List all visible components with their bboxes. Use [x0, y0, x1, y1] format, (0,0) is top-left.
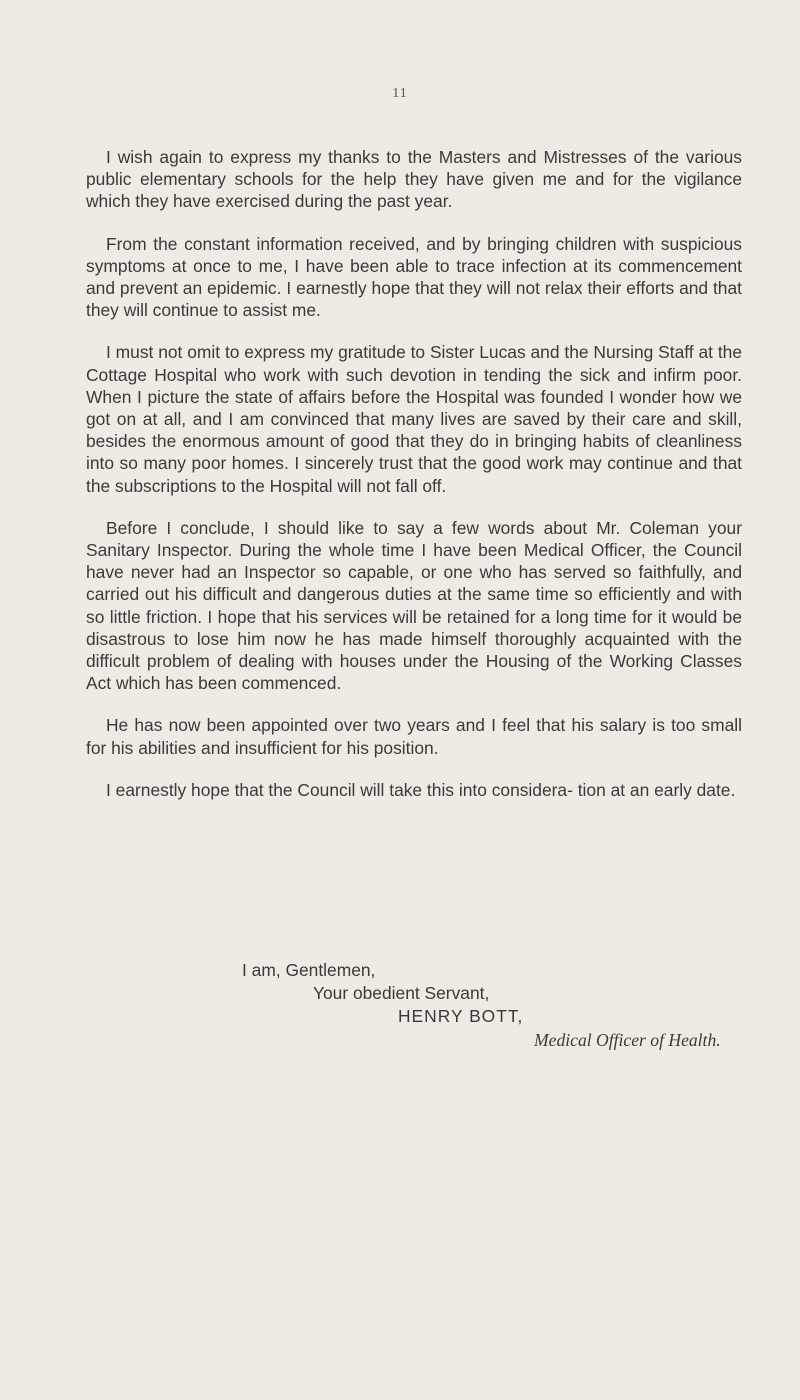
- paragraph-council-request: I earnestly hope that the Council will take this into considera- tion at an early date.: [106, 779, 736, 800]
- page-number: 11: [392, 86, 408, 101]
- paragraph-thanks-schools: I wish again to express my thanks to the Masters and Mistresses of the various public elementary schools for the help they have given me and for the vigilance which they have exercised during the past year.: [86, 147, 742, 212]
- paragraph-sanitary-inspector: Before I conclude, I should like to say a few words about Mr. Coleman your Sanitary Inspector. During the whole time I have been Medical Officer, the Council have never had an Inspector so capable, or one who has served so faithfully, and carried out his difficult and dangerous duties at the same time so efficiently and with so little friction. I hope that his services will be retained for a long time for it would be disastrous to lose him now he has made himself thoroughly acquainted with the difficult problem of dealing with houses under the Housing of the Working Classes Act which has been commenced.: [86, 517, 742, 694]
- signature-title: Medical Officer of Health.: [534, 1030, 721, 1050]
- closing-valediction: Your obedient Servant,: [313, 983, 490, 1003]
- letter-body: [86, 146, 742, 821]
- paragraph-salary: He has now been appointed over two years and I feel that his salary is too small for his abilities and insufficient for his position.: [86, 715, 742, 758]
- paragraph-cottage-hospital: I must not omit to express my gratitude to Sister Lucas and the Nursing Staff at the Cottage Hospital who work with such devotion in tending the sick and infirm poor. When I picture the state of affairs before the Hospital was founded I wonder how we got on at all, and I am convinced that many lives are saved by their care and skill, besides the enormous amount of good that they do in bringing habits of cleanliness into so many poor homes. I sincerely trust that the good work may continue and that the subscriptions to the Hospital will not fall off.: [86, 342, 742, 496]
- signature-name: HENRY BOTT,: [398, 1006, 524, 1026]
- closing-salutation: I am, Gentlemen,: [242, 960, 376, 980]
- paragraph-infection-tracing: From the constant information received, and by bringing children with suspicious symptoms at once to me, I have been able to trace infection at its commencement and prevent an epidemic. I earnestly hope that they will not relax their efforts and that they will continue to assist me.: [86, 233, 742, 321]
